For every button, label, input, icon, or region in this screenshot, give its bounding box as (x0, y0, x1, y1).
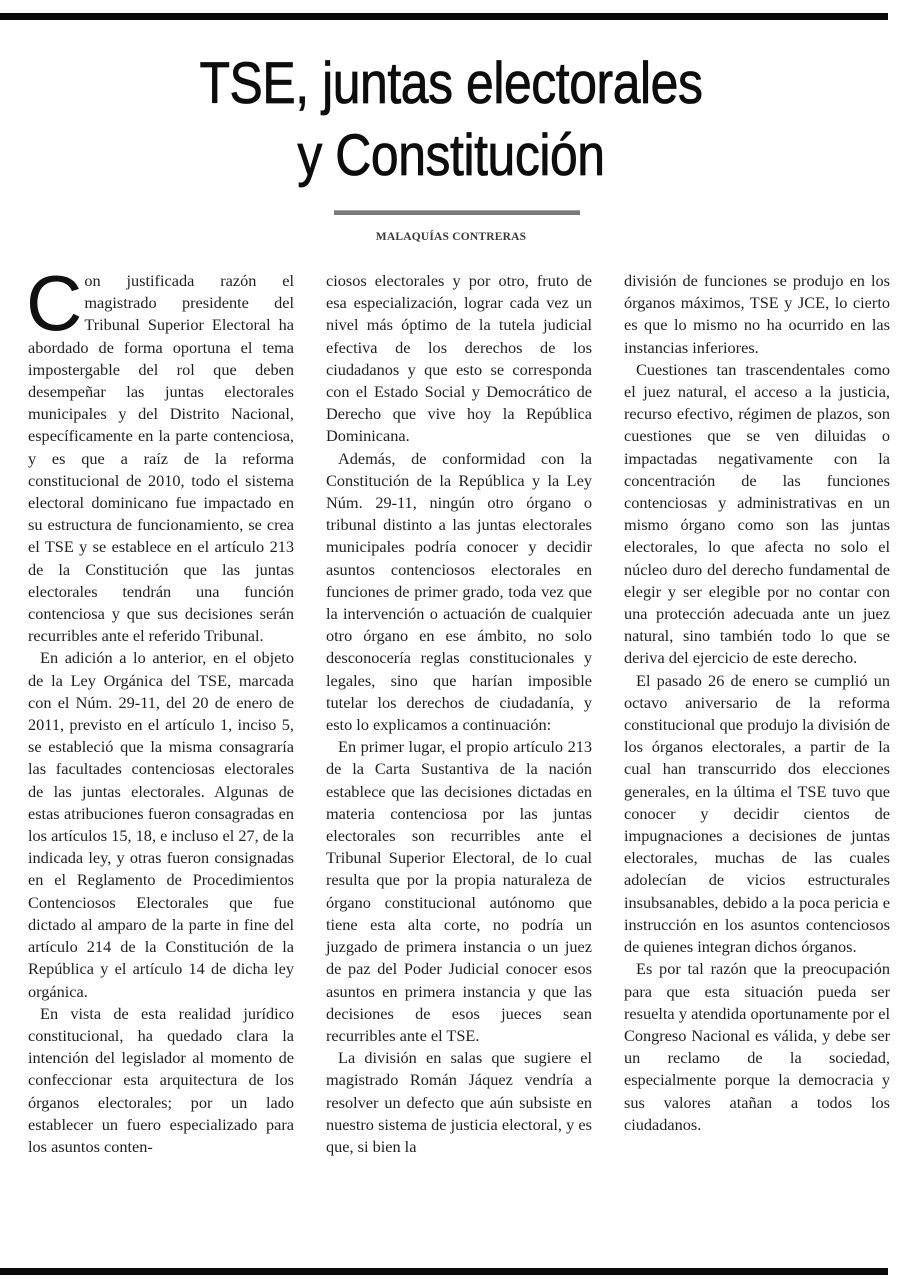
drop-cap: C (26, 259, 83, 347)
top-rule (0, 13, 888, 20)
paragraph: ciosos electorales y por otro, fruto de esa especialización, lograr cada vez un nivel más óptimo de la tutela judicial efectiva de los derechos de los ciudadanos y que esto se corresponda con el Estado Social y Democrático de Derecho que vive hoy la República Dominicana. (326, 271, 592, 446)
article-body (26, 259, 890, 1158)
paragraph: Es por tal razón que la preocupación para que esta situación pueda ser resuelta y atendida oportunamente por el Congreso Nacional es válida, y debe ser un reclamo de la sociedad, especialmente porque la democracia y sus valores atañan a todos los ciudadanos. (624, 959, 890, 1134)
column-1 (26, 259, 294, 1158)
paragraph: división de funciones se produjo en los órganos máximos, TSE y JCE, lo cierto es que lo mismo no ha ocurrido en las instancias inferiores. (624, 271, 890, 357)
headline-line-1: TSE, juntas electorales (199, 51, 703, 116)
paragraph: En primer lugar, el propio artículo 213 de la Carta Sustantiva de la nación establece que las decisiones dictadas en materia contenciosa por las juntas electorales son recurribles ante el Tribunal Superior Electoral, de lo cual resulta que por la propia naturaleza de órgano constitucional autónomo que tiene esta alta corte, no podría un juzgado de primera instancia o un juez de paz del Poder Judicial conocer esos asuntos en primera instancia y que las decisiones de esos jueces sean recurribles ante el TSE. (326, 737, 592, 1045)
paragraph: En adición a lo anterior, en el objeto de la Ley Orgánica del TSE, marcada con el Núm. 29-11, del 20 de enero de 2011, previsto en el artículo 1, inciso 5, se estableció que la misma consagraría las facultades contenciosas electorales de las juntas electorales. Algunas de estas atribuciones fueron consagradas en los artículos 15, 18, e incluso el 27, de la indicada ley, y otras fueron consignadas en el Reglamento de Procedimientos Contenciosos Electorales que fue dictado al amparo de la parte in fine del artículo 214 de la Constitución de la República y el artículo 14 de dicha ley orgánica. (28, 648, 294, 1001)
byline: MALAQUÍAS CONTRERAS (375, 231, 527, 243)
paragraph: Además, de conformidad con la Constitución de la República y la Ley Núm. 29-11, ningún otro órgano o tribunal distinto a las juntas electorales municipales podría conocer y decidir asuntos contenciosos electorales en funciones de primer grado, toda vez que la intervención o actuación de cualquier otro órgano en ese ámbito, no solo desconocería reglas constitucionales y legales, sino que harían imposible tutelar los derechos de ciudadanía, y esto lo explicamos a continuación: (326, 448, 592, 735)
paragraph: Cuestiones tan trascendentales como el juez natural, el acceso a la justicia, recurso efectivo, régimen de plazos, son cuestiones que se ven diluidas o impactadas negativamente con la concentración de las funciones contenciosas y administrativas en un mismo órgano como son las juntas electorales, lo que afecta no solo el núcleo duro del derecho fundamental de elegir y ser elegible por no contar con una protección adecuada ante un juez natural, sino también todo lo que se deriva del ejercicio de este derecho. (624, 359, 890, 668)
column-3 (624, 270, 890, 1158)
headline (63, 48, 839, 192)
paragraph: La división en salas que sugiere el magistrado Román Jáquez vendría a resolver un defecto que aún subsiste en nuestro sistema de justicia electoral, y es que, si bien la (326, 1048, 592, 1156)
bottom-rule (0, 1268, 888, 1275)
column-2 (326, 270, 592, 1158)
byline-rule (334, 210, 580, 215)
headline-line-2: y Constitución (297, 123, 605, 188)
paragraph: En vista de esta realidad jurídico constitucional, ha quedado clara la intención del legislador al momento de confeccionar esta arquitectura de los órganos electorales; por un lado establecer un fuero especializado para los asuntos conten- (28, 1003, 294, 1156)
paragraph: Con justificada razón el magistrado presidente del Tribunal Superior Electoral ha abordado de forma oportuna el tema impostergable del rol que deben desempeñar las juntas electorales municipales y del Distrito Nacional, específicamente en la parte contenciosa, y es que a raíz de la reforma constitucional de 2010, todo el sistema electoral dominicano fue impactado en su estructura de funcionamiento, se crea el TSE y se establece en el artículo 213 de la Constitución que las juntas electorales tendrán una función contenciosa y que sus decisiones serán recurribles ante el referido Tribunal. (26, 259, 294, 646)
paragraph: El pasado 26 de enero se cumplió un octavo aniversario de la reforma constitucional que produjo la división de los órganos electorales, a partir de la cual han transcurrido dos elecciones generales, en la última el TSE tuvo que conocer y decidir cientos de impugnaciones a decisiones de juntas electorales, muchas de las cuales adolecían de vicios estructurales insubsanables, debido a la poca pericia e instrucción en los asuntos contenciosos de quienes integran dichos órganos. (624, 670, 890, 957)
